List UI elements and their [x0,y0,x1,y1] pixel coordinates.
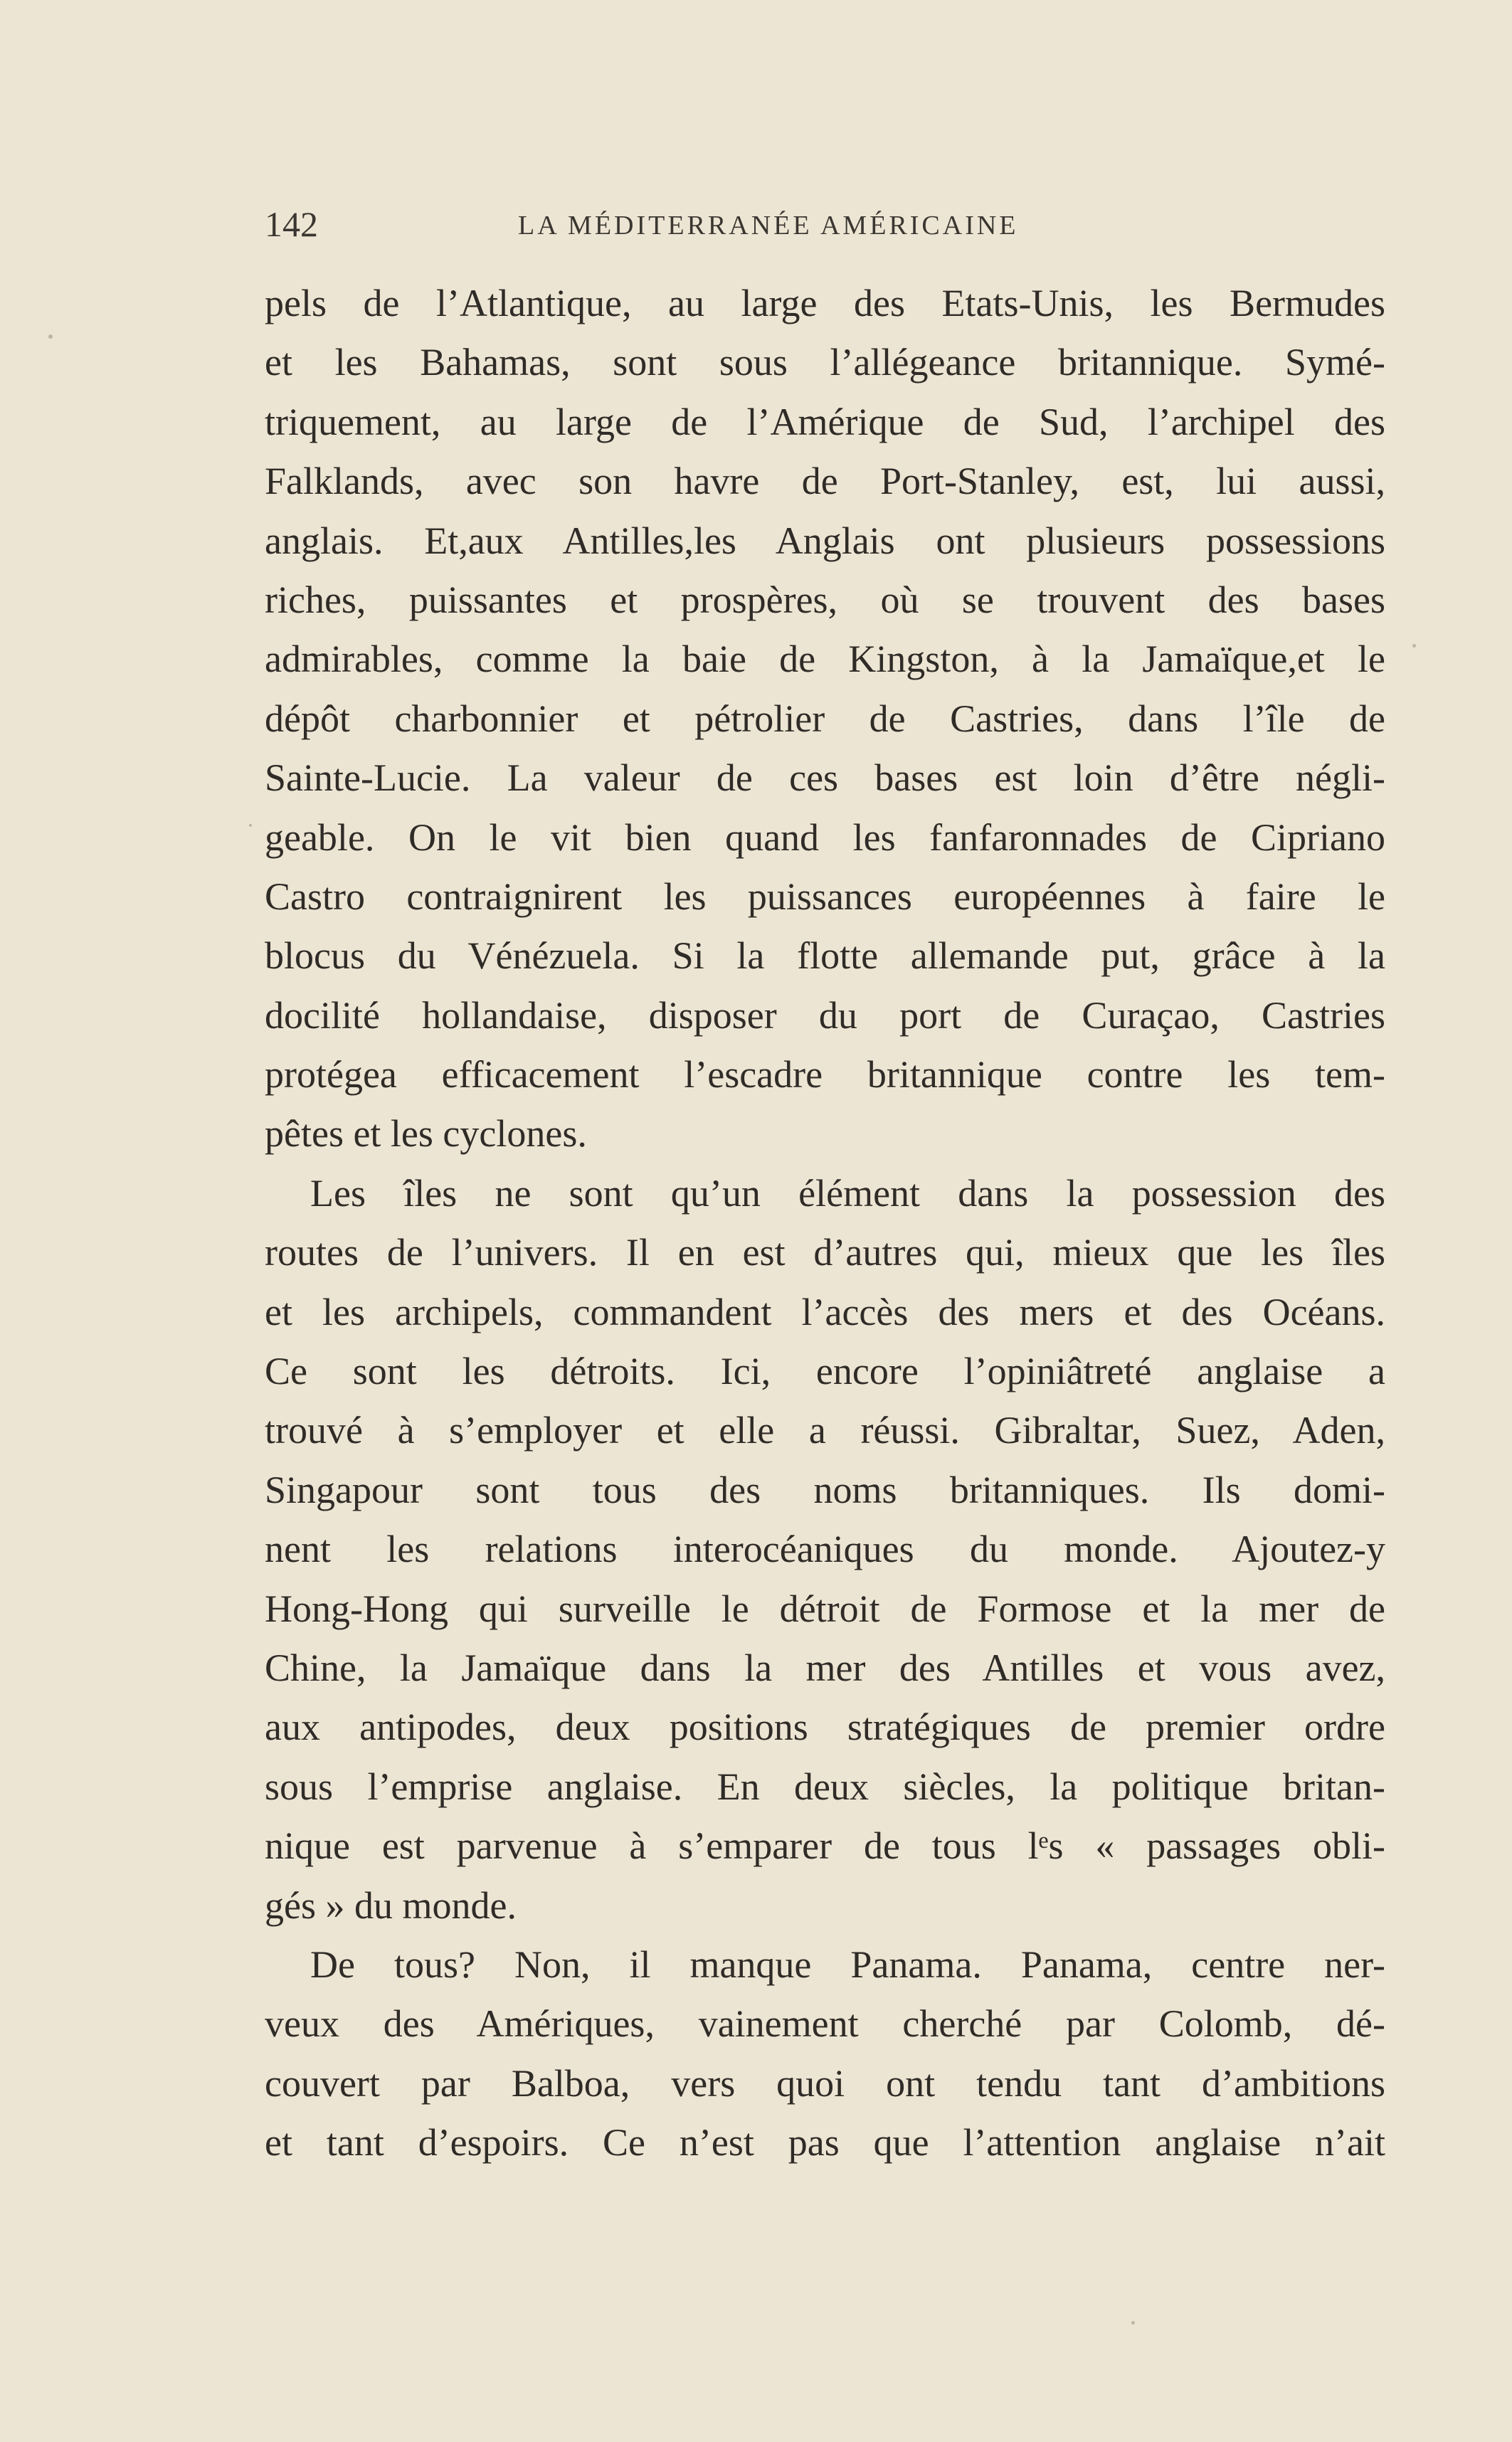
text-line: routes de l’univers. Il en est d’autres qui, mieux que les îles [265,1231,1385,1274]
page-header [265,199,1385,249]
page-number: 142 [265,204,318,244]
text-line: Falklands, avec son havre de Port-Stanley, est, lui aussi, [265,460,1385,503]
text-line: pêtes et les cyclones. [265,1112,587,1156]
text-line: blocus du Vénézuela. Si la flotte allemande put, grâce à la [265,934,1385,978]
paper-speck [48,334,53,339]
running-head: LA MÉDITERRANÉE AMÉRICAINE [518,211,1019,240]
text-line: gés » du monde. [265,1883,517,1927]
text-line: dépôt charbonnier et pétrolier de Castries, dans l’île de [265,697,1385,740]
text-line: couvert par Balboa, vers quoi ont tendu tant d’ambitions [265,2061,1385,2105]
text-line: et les Bahamas, sont sous l’allégeance britannique. Symé- [265,341,1385,384]
text-line: nique est parvenue à s’emparer de tous lᵉs « passages obli- [265,1824,1385,1868]
body-text [265,274,1385,2173]
text-line: geable. On le vit bien quand les fanfaronnades de Cipriano [265,815,1385,859]
text-line: Hong-Hong qui surveille le détroit de Formose et la mer de [265,1587,1385,1630]
text-line: docilité hollandaise, disposer du port de Curaçao, Castries [265,993,1385,1037]
text-line: nent les relations interocéaniques du monde. Ajoutez-y [265,1528,1385,1571]
text-line: Sainte-Lucie. La valeur de ces bases est loin d’être négli- [265,756,1385,800]
paper-speck [249,824,252,827]
text-line: anglais. Et,aux Antilles,les Anglais ont plusieurs possessions [265,519,1385,562]
text-line: admirables, comme la baie de Kingston, à la Jamaïque,et le [265,638,1385,681]
text-line: et les archipels, commandent l’accès des mers et des Océans. [265,1290,1385,1333]
text-line: trouvé à s’employer et elle a réussi. Gibraltar, Suez, Aden, [265,1409,1385,1452]
text-line: aux antipodes, deux positions stratégiques de premier ordre [265,1706,1385,1749]
text-line: protégea efficacement l’escadre britannique contre les tem- [265,1053,1385,1096]
text-line: riches, puissantes et prospères, où se trouvent des bases [265,578,1385,621]
text-line: Ce sont les détroits. Ici, encore l’opiniâtreté anglaise a [265,1350,1385,1393]
text-line: Singapour sont tous des noms britanniques. Ils domi- [265,1468,1385,1511]
text-line: Castro contraignirent les puissances européennes à faire le [265,874,1385,918]
text-line: Chine, la Jamaïque dans la mer des Antilles et vous avez, [265,1646,1385,1689]
text-line: pels de l’Atlantique, au large des Etats-Unis, les Bermudes [265,282,1385,324]
paper-speck [1131,2321,1135,2325]
text-line: et tant d’espoirs. Ce n’est pas que l’attention anglaise n’ait [265,2121,1385,2164]
text-line: Les îles ne sont qu’un élément dans la possession des [310,1171,1385,1215]
paper-speck [1412,644,1416,648]
text-line: veux des Amériques, vainement cherché par Colomb, dé- [265,2002,1385,2046]
text-line: De tous? Non, il manque Panama. Panama, centre ner- [310,1942,1385,1986]
text-line: sous l’emprise anglaise. En deux siècles, la politique britan- [265,1765,1385,1808]
text-line: triquement, au large de l’Amérique de Sud, l’archipel des [265,400,1385,443]
